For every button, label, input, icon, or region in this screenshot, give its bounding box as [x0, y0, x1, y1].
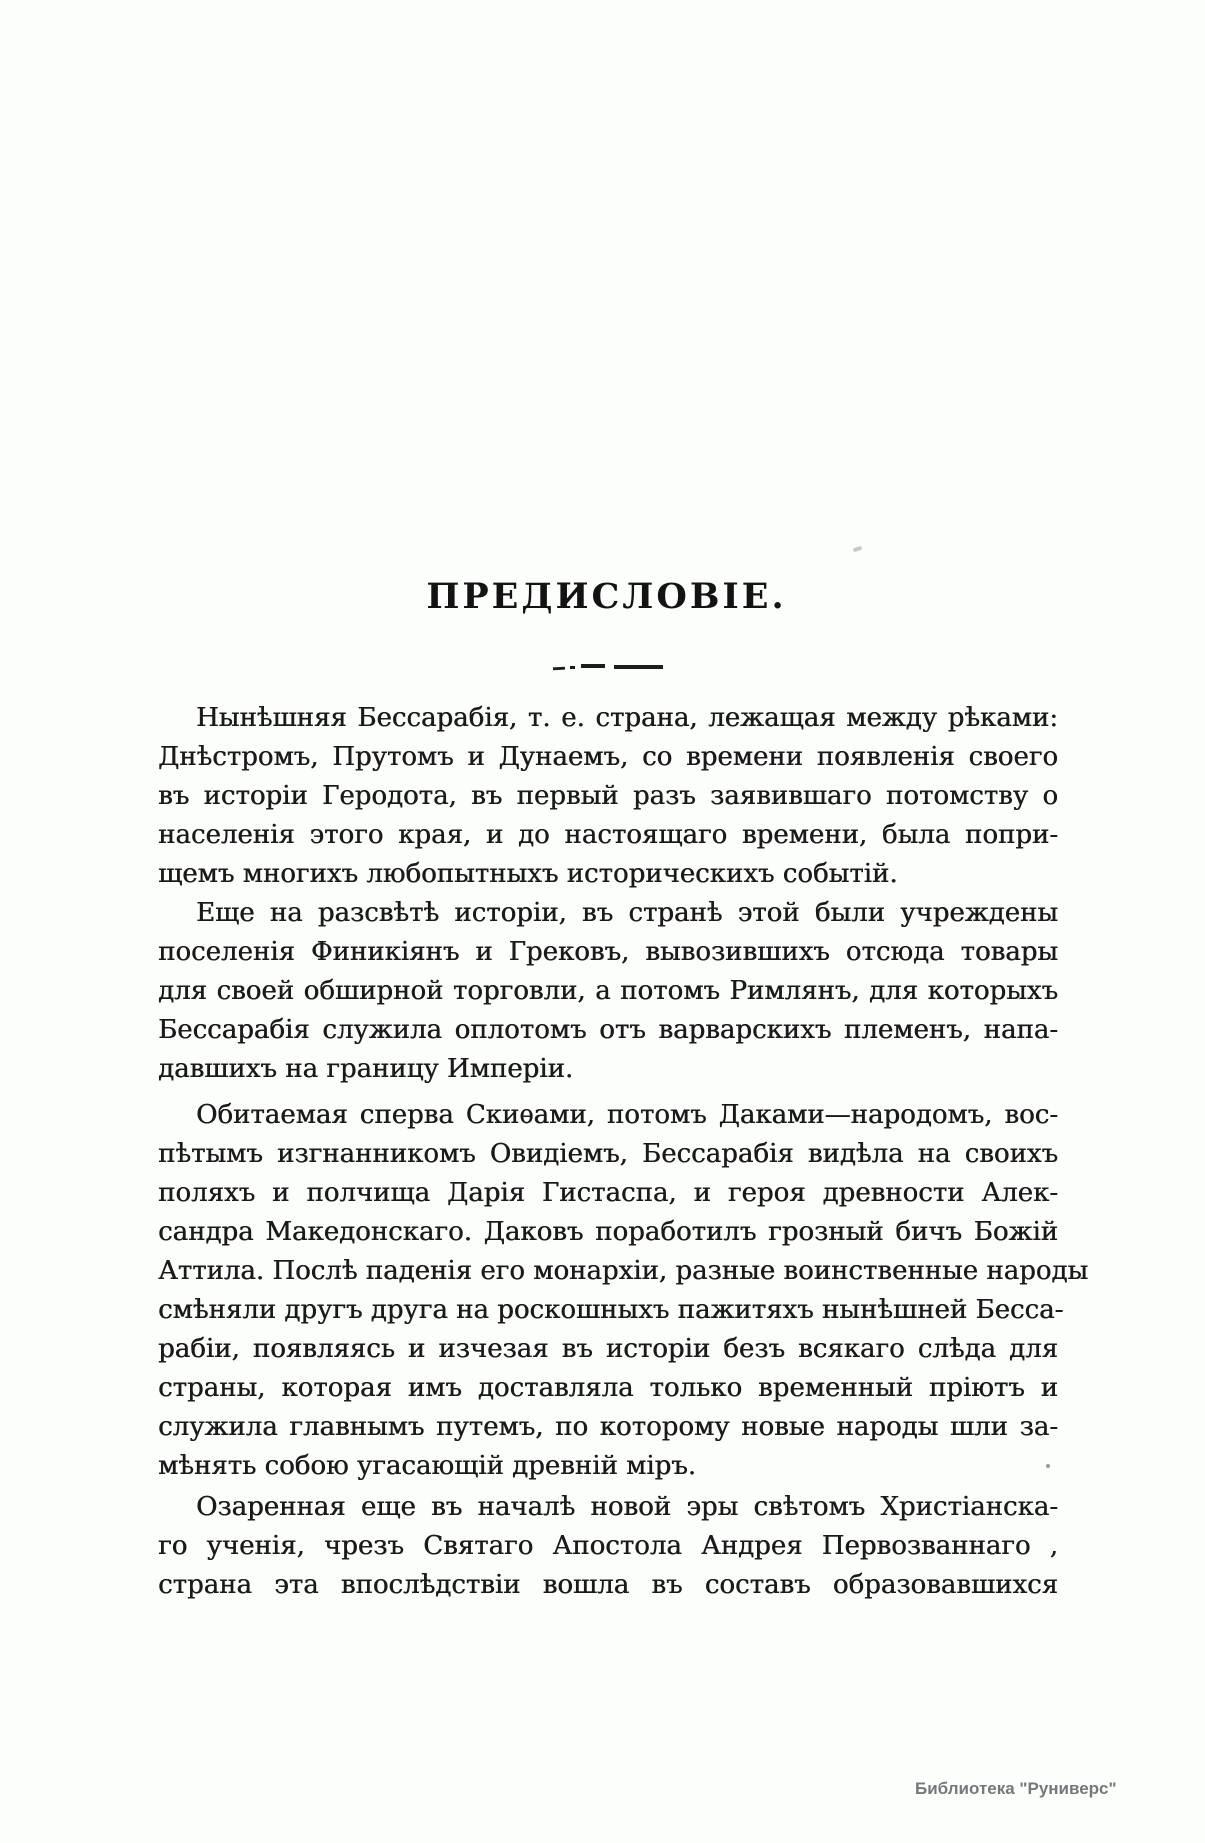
- library-watermark: Библиотека "Руниверс": [915, 1779, 1117, 1798]
- text-line: смѣняли другъ друга на роскошныхъ пажитяхъ нынѣшней Бесса-: [158, 1295, 1064, 1325]
- text-line: Бессарабія служила оплотомъ отъ варварскихъ племенъ, напа-: [158, 1015, 1058, 1045]
- paragraph: [158, 1096, 1089, 1486]
- text-line: поселенія Финикіянъ и Грековъ, вывозившихъ отсюда товары: [158, 937, 1058, 967]
- scan-speck: [853, 546, 863, 553]
- text-line: пѣтымъ изгнанникомъ Овидіемъ, Бессарабія видѣла на своихъ: [158, 1139, 1058, 1169]
- page-title: ПРЕДИСЛОВІЕ.: [426, 576, 787, 617]
- text-line: сандра Македонскаго. Даковъ поработилъ грозный бичъ Божій: [158, 1217, 1058, 1247]
- text-line: поляхъ и полчища Дарія Гистаспа, и героя древности Алек-: [158, 1178, 1058, 1208]
- paragraph: [158, 894, 1058, 1089]
- text-line: рабіи, появляясь и изчезая въ исторіи безъ всякаго слѣда для: [158, 1334, 1058, 1364]
- text-line: служила главнымъ путемъ, по которому новые народы шли за-: [158, 1412, 1058, 1442]
- text-line: Обитаемая сперва Скиѳами, потомъ Даками—народомъ, вос-: [196, 1100, 1058, 1130]
- text-line: мѣнять собою угасающій древній міръ.: [158, 1451, 696, 1481]
- text-line: для своей обширной торговли, а потомъ Римлянъ, для которыхъ: [158, 976, 1058, 1006]
- paragraph: [158, 1488, 1058, 1605]
- text-line: Аттила. Послѣ паденія его монархіи, разные воинственные народы: [158, 1256, 1089, 1286]
- text-line: Днѣстромъ, Прутомъ и Дунаемъ, со времени появленія своего: [158, 742, 1058, 772]
- text-line: Еще на разсвѣтѣ исторіи, въ странѣ этой были учреждены: [196, 898, 1058, 928]
- text-line: страны, которая имъ доставляла только временный пріютъ и: [158, 1373, 1058, 1403]
- ornament-dash: [570, 666, 575, 669]
- text-line: го ученія, чрезъ Святаго Апостола Андрея Первозваннаго ,: [158, 1531, 1058, 1561]
- text-line: щемъ многихъ любопытныхъ историческихъ событій.: [158, 859, 898, 889]
- text-line: въ исторіи Геродота, въ первый разъ заявившаго потомству о: [158, 781, 1058, 811]
- body-text: [158, 699, 1089, 1605]
- text-line: страна эта впослѣдствіи вошла въ составъ образовавшихся: [158, 1570, 1058, 1600]
- text-line: Озаренная еще въ началѣ новой эры свѣтомъ Христіанска-: [196, 1492, 1058, 1522]
- ornament-dash: [581, 664, 605, 668]
- title-divider-ornament: [553, 663, 663, 671]
- ornament-dash: [614, 665, 663, 669]
- text-line: Нынѣшняя Бессарабія, т. е. страна, лежащая между рѣками:: [196, 703, 1058, 733]
- paragraph: [158, 699, 1058, 894]
- text-line: давшихъ на границу Имперіи.: [158, 1054, 574, 1084]
- ornament-dash: [553, 666, 565, 670]
- text-line: населенія этого края, и до настоящаго времени, была попри-: [158, 820, 1058, 850]
- scan-speck: [1046, 1464, 1050, 1468]
